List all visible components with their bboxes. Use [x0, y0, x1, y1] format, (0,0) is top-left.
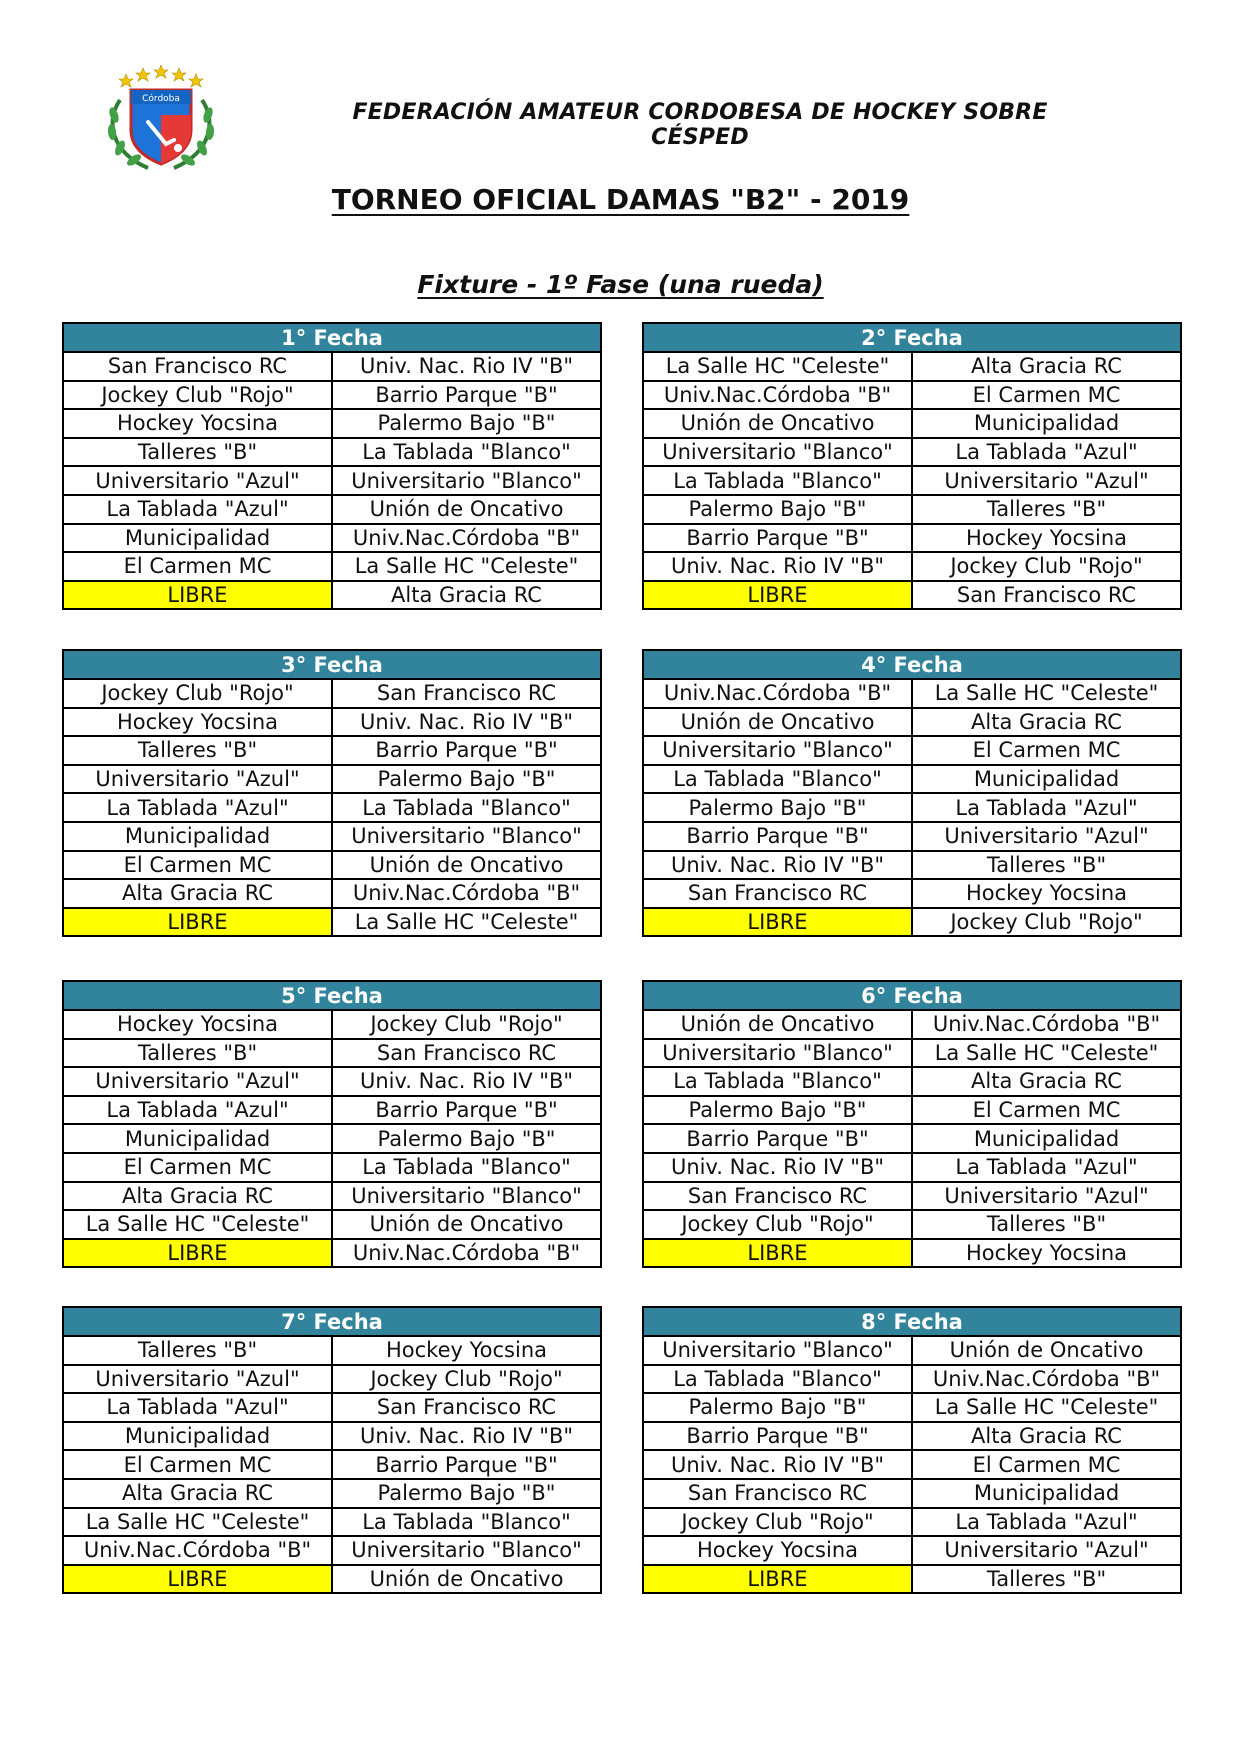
home-team-cell: La Tablada "Blanco" [643, 1067, 912, 1096]
away-team-cell: La Tablada "Azul" [912, 1508, 1181, 1537]
away-team-cell: Palermo Bajo "B" [332, 765, 601, 794]
away-team-cell: La Tablada "Azul" [912, 793, 1181, 822]
round-table [642, 649, 1182, 937]
round-title: 1° Fecha [63, 323, 601, 352]
round-header-row [63, 323, 601, 352]
home-team-cell: La Tablada "Blanco" [643, 765, 912, 794]
match-row [643, 1153, 1181, 1182]
home-team-cell: Universitario "Azul" [63, 1365, 332, 1394]
round-header-row [643, 1307, 1181, 1336]
match-row [63, 1124, 601, 1153]
home-team-cell: LIBRE [63, 581, 332, 610]
home-team-cell: Univ.Nac.Córdoba "B" [63, 1536, 332, 1565]
home-team-cell: La Salle HC "Celeste" [643, 352, 912, 381]
home-team-cell: El Carmen MC [63, 851, 332, 880]
home-team-cell: San Francisco RC [643, 1182, 912, 1211]
home-team-cell: Hockey Yocsina [63, 409, 332, 438]
away-team-cell: Alta Gracia RC [912, 1067, 1181, 1096]
fixture-subtitle-text: Fixture - 1º Fase (una rueda) [417, 270, 824, 299]
match-row [643, 851, 1181, 880]
away-team-cell: El Carmen MC [912, 1450, 1181, 1479]
match-row [63, 1239, 601, 1268]
away-team-cell: Alta Gracia RC [332, 581, 601, 610]
away-team-cell: San Francisco RC [332, 1039, 601, 1068]
away-team-cell: Univ.Nac.Córdoba "B" [912, 1365, 1181, 1394]
away-team-cell: La Tablada "Blanco" [332, 438, 601, 467]
away-team-cell: Universitario "Azul" [912, 1182, 1181, 1211]
away-team-cell: Universitario "Blanco" [332, 466, 601, 495]
home-team-cell: Jockey Club "Rojo" [643, 1508, 912, 1537]
match-row [63, 793, 601, 822]
match-row [643, 381, 1181, 410]
home-team-cell: Talleres "B" [63, 1039, 332, 1068]
match-row [643, 1124, 1181, 1153]
home-team-cell: La Tablada "Azul" [63, 1393, 332, 1422]
match-row [63, 438, 601, 467]
away-team-cell: Hockey Yocsina [332, 1336, 601, 1365]
away-team-cell: Universitario "Blanco" [332, 822, 601, 851]
home-team-cell: Universitario "Blanco" [643, 1039, 912, 1068]
round-title: 8° Fecha [643, 1307, 1181, 1336]
home-team-cell: Universitario "Blanco" [643, 736, 912, 765]
home-team-cell: El Carmen MC [63, 552, 332, 581]
match-row [63, 466, 601, 495]
match-row [63, 1393, 601, 1422]
away-team-cell: Univ. Nac. Rio IV "B" [332, 1067, 601, 1096]
home-team-cell: Alta Gracia RC [63, 1182, 332, 1211]
home-team-cell: Univ. Nac. Rio IV "B" [643, 1450, 912, 1479]
home-team-cell: Barrio Parque "B" [643, 524, 912, 553]
logo-text: Córdoba [142, 94, 180, 104]
away-team-cell: Univ. Nac. Rio IV "B" [332, 352, 601, 381]
match-row [63, 822, 601, 851]
home-team-cell: El Carmen MC [63, 1153, 332, 1182]
home-team-cell: Palermo Bajo "B" [643, 793, 912, 822]
away-team-cell: Talleres "B" [912, 495, 1181, 524]
home-team-cell: Palermo Bajo "B" [643, 495, 912, 524]
match-row [63, 1508, 601, 1537]
away-team-cell: Barrio Parque "B" [332, 381, 601, 410]
away-team-cell: Municipalidad [912, 409, 1181, 438]
federation-name: FEDERACIÓN AMATEUR CORDOBESA DE HOCKEY SOBRE CÉSPED [352, 100, 1048, 150]
home-team-cell: Palermo Bajo "B" [643, 1096, 912, 1125]
round-header-row [63, 1307, 601, 1336]
match-row [63, 879, 601, 908]
match-row [643, 1010, 1181, 1039]
away-team-cell: Palermo Bajo "B" [332, 1124, 601, 1153]
match-row [63, 552, 601, 581]
home-team-cell: Hockey Yocsina [63, 1010, 332, 1039]
home-team-cell: Universitario "Blanco" [643, 438, 912, 467]
match-row [643, 679, 1181, 708]
away-team-cell: Palermo Bajo "B" [332, 1479, 601, 1508]
match-row [643, 524, 1181, 553]
home-team-cell: La Tablada "Azul" [63, 495, 332, 524]
away-team-cell: Municipalidad [912, 1479, 1181, 1508]
match-row [643, 1336, 1181, 1365]
away-team-cell: La Salle HC "Celeste" [912, 679, 1181, 708]
home-team-cell: Univ.Nac.Córdoba "B" [643, 381, 912, 410]
match-row [63, 1153, 601, 1182]
match-row [643, 736, 1181, 765]
match-row [63, 1210, 601, 1239]
away-team-cell: La Salle HC "Celeste" [332, 552, 601, 581]
home-team-cell: Talleres "B" [63, 1336, 332, 1365]
home-team-cell: Palermo Bajo "B" [643, 1393, 912, 1422]
home-team-cell: Municipalidad [63, 1124, 332, 1153]
match-row [643, 1536, 1181, 1565]
match-row [63, 1336, 601, 1365]
match-row [643, 581, 1181, 610]
away-team-cell: Hockey Yocsina [912, 1239, 1181, 1268]
fixture-subtitle [0, 270, 1241, 299]
match-row [643, 822, 1181, 851]
home-team-cell: San Francisco RC [643, 1479, 912, 1508]
away-team-cell: Municipalidad [912, 1124, 1181, 1153]
match-row [63, 1182, 601, 1211]
away-team-cell: El Carmen MC [912, 1096, 1181, 1125]
away-team-cell: La Tablada "Azul" [912, 1153, 1181, 1182]
tournament-title [0, 183, 1241, 216]
home-team-cell: LIBRE [63, 908, 332, 937]
round-title: 6° Fecha [643, 981, 1181, 1010]
home-team-cell: Talleres "B" [63, 736, 332, 765]
away-team-cell: Hockey Yocsina [912, 524, 1181, 553]
round-title: 5° Fecha [63, 981, 601, 1010]
match-row [63, 1422, 601, 1451]
home-team-cell: Alta Gracia RC [63, 879, 332, 908]
match-row [63, 524, 601, 553]
home-team-cell: LIBRE [643, 1565, 912, 1594]
match-row [643, 1239, 1181, 1268]
away-team-cell: Jockey Club "Rojo" [912, 908, 1181, 937]
away-team-cell: Jockey Club "Rojo" [912, 552, 1181, 581]
home-team-cell: LIBRE [63, 1239, 332, 1268]
match-row [643, 1067, 1181, 1096]
home-team-cell: Jockey Club "Rojo" [643, 1210, 912, 1239]
match-row [643, 908, 1181, 937]
away-team-cell: Municipalidad [912, 765, 1181, 794]
away-team-cell: San Francisco RC [332, 679, 601, 708]
match-row [643, 1479, 1181, 1508]
away-team-cell: Jockey Club "Rojo" [332, 1010, 601, 1039]
home-team-cell: Universitario "Azul" [63, 765, 332, 794]
round-header-row [643, 650, 1181, 679]
home-team-cell: Universitario "Blanco" [643, 1336, 912, 1365]
match-row [63, 1536, 601, 1565]
home-team-cell: Universitario "Azul" [63, 466, 332, 495]
home-team-cell: Jockey Club "Rojo" [63, 679, 332, 708]
home-team-cell: La Tablada "Azul" [63, 1096, 332, 1125]
home-team-cell: Jockey Club "Rojo" [63, 381, 332, 410]
match-row [63, 581, 601, 610]
round-header-row [63, 981, 601, 1010]
round-title: 2° Fecha [643, 323, 1181, 352]
match-row [63, 1039, 601, 1068]
away-team-cell: Talleres "B" [912, 1565, 1181, 1594]
home-team-cell: Barrio Parque "B" [643, 1124, 912, 1153]
away-team-cell: Universitario "Blanco" [332, 1536, 601, 1565]
match-row [643, 793, 1181, 822]
away-team-cell: Universitario "Blanco" [332, 1182, 601, 1211]
match-row [63, 908, 601, 937]
match-row [643, 352, 1181, 381]
round-title: 3° Fecha [63, 650, 601, 679]
match-row [63, 1479, 601, 1508]
round-header-row [643, 981, 1181, 1010]
round-table [62, 1306, 602, 1594]
away-team-cell: Jockey Club "Rojo" [332, 1365, 601, 1394]
home-team-cell: LIBRE [643, 581, 912, 610]
home-team-cell: La Salle HC "Celeste" [63, 1210, 332, 1239]
match-row [63, 495, 601, 524]
home-team-cell: El Carmen MC [63, 1450, 332, 1479]
away-team-cell: La Tablada "Blanco" [332, 1153, 601, 1182]
home-team-cell: Hockey Yocsina [63, 708, 332, 737]
match-row [643, 1393, 1181, 1422]
away-team-cell: Univ.Nac.Córdoba "B" [912, 1010, 1181, 1039]
away-team-cell: Unión de Oncativo [912, 1336, 1181, 1365]
round-table [642, 322, 1182, 610]
match-row [643, 1450, 1181, 1479]
round-table [642, 1306, 1182, 1594]
round-title: 4° Fecha [643, 650, 1181, 679]
away-team-cell: Universitario "Azul" [912, 466, 1181, 495]
match-row [643, 1365, 1181, 1394]
away-team-cell: Barrio Parque "B" [332, 736, 601, 765]
away-team-cell: Unión de Oncativo [332, 851, 601, 880]
away-team-cell: Palermo Bajo "B" [332, 409, 601, 438]
home-team-cell: Municipalidad [63, 822, 332, 851]
federation-logo [98, 60, 224, 178]
away-team-cell: Unión de Oncativo [332, 1565, 601, 1594]
away-team-cell: La Salle HC "Celeste" [912, 1393, 1181, 1422]
away-team-cell: La Tablada "Azul" [912, 438, 1181, 467]
away-team-cell: El Carmen MC [912, 381, 1181, 410]
away-team-cell: Univ.Nac.Córdoba "B" [332, 879, 601, 908]
home-team-cell: La Tablada "Blanco" [643, 466, 912, 495]
match-row [63, 679, 601, 708]
away-team-cell: Barrio Parque "B" [332, 1450, 601, 1479]
home-team-cell: Barrio Parque "B" [643, 1422, 912, 1451]
home-team-cell: LIBRE [63, 1565, 332, 1594]
home-team-cell: Unión de Oncativo [643, 409, 912, 438]
away-team-cell: Alta Gracia RC [912, 708, 1181, 737]
match-row [63, 736, 601, 765]
home-team-cell: San Francisco RC [63, 352, 332, 381]
round-header-row [63, 650, 601, 679]
home-team-cell: Univ. Nac. Rio IV "B" [643, 1153, 912, 1182]
away-team-cell: La Salle HC "Celeste" [912, 1039, 1181, 1068]
match-row [643, 466, 1181, 495]
match-row [63, 1067, 601, 1096]
home-team-cell: Municipalidad [63, 1422, 332, 1451]
away-team-cell: La Tablada "Blanco" [332, 793, 601, 822]
away-team-cell: Talleres "B" [912, 1210, 1181, 1239]
match-row [643, 1039, 1181, 1068]
match-row [63, 1565, 601, 1594]
tournament-title-text: TORNEO OFICIAL DAMAS "B2" - 2019 [331, 183, 910, 216]
round-table [62, 322, 602, 610]
home-team-cell: Talleres "B" [63, 438, 332, 467]
match-row [643, 1508, 1181, 1537]
match-row [643, 879, 1181, 908]
round-table [642, 980, 1182, 1268]
away-team-cell: Universitario "Azul" [912, 822, 1181, 851]
home-team-cell: Universitario "Azul" [63, 1067, 332, 1096]
home-team-cell: LIBRE [643, 908, 912, 937]
match-row [643, 552, 1181, 581]
away-team-cell: Talleres "B" [912, 851, 1181, 880]
match-row [63, 1096, 601, 1125]
match-row [643, 409, 1181, 438]
match-row [63, 708, 601, 737]
away-team-cell: Unión de Oncativo [332, 495, 601, 524]
away-team-cell: Barrio Parque "B" [332, 1096, 601, 1125]
home-team-cell: Univ. Nac. Rio IV "B" [643, 552, 912, 581]
home-team-cell: Univ.Nac.Córdoba "B" [643, 679, 912, 708]
match-row [643, 495, 1181, 524]
round-table [62, 980, 602, 1268]
match-row [643, 1096, 1181, 1125]
away-team-cell: Alta Gracia RC [912, 352, 1181, 381]
home-team-cell: La Tablada "Blanco" [643, 1365, 912, 1394]
away-team-cell: El Carmen MC [912, 736, 1181, 765]
home-team-cell: Unión de Oncativo [643, 1010, 912, 1039]
away-team-cell: La Salle HC "Celeste" [332, 908, 601, 937]
match-row [643, 1182, 1181, 1211]
away-team-cell: San Francisco RC [332, 1393, 601, 1422]
away-team-cell: Hockey Yocsina [912, 879, 1181, 908]
match-row [643, 1422, 1181, 1451]
away-team-cell: Univ.Nac.Córdoba "B" [332, 524, 601, 553]
match-row [63, 381, 601, 410]
match-row [63, 765, 601, 794]
match-row [63, 409, 601, 438]
away-team-cell: Univ. Nac. Rio IV "B" [332, 1422, 601, 1451]
home-team-cell: San Francisco RC [643, 879, 912, 908]
home-team-cell: Municipalidad [63, 524, 332, 553]
home-team-cell: Alta Gracia RC [63, 1479, 332, 1508]
home-team-cell: La Salle HC "Celeste" [63, 1508, 332, 1537]
home-team-cell: Hockey Yocsina [643, 1536, 912, 1565]
away-team-cell: San Francisco RC [912, 581, 1181, 610]
round-table [62, 649, 602, 937]
home-team-cell: La Tablada "Azul" [63, 793, 332, 822]
match-row [643, 1565, 1181, 1594]
away-team-cell: La Tablada "Blanco" [332, 1508, 601, 1537]
match-row [63, 352, 601, 381]
match-row [643, 1210, 1181, 1239]
round-title: 7° Fecha [63, 1307, 601, 1336]
away-team-cell: Alta Gracia RC [912, 1422, 1181, 1451]
match-row [63, 1365, 601, 1394]
match-row [643, 708, 1181, 737]
away-team-cell: Univ. Nac. Rio IV "B" [332, 708, 601, 737]
away-team-cell: Universitario "Azul" [912, 1536, 1181, 1565]
match-row [63, 1010, 601, 1039]
match-row [643, 765, 1181, 794]
home-team-cell: Univ. Nac. Rio IV "B" [643, 851, 912, 880]
home-team-cell: Barrio Parque "B" [643, 822, 912, 851]
home-team-cell: Unión de Oncativo [643, 708, 912, 737]
match-row [63, 851, 601, 880]
away-team-cell: Unión de Oncativo [332, 1210, 601, 1239]
away-team-cell: Univ.Nac.Córdoba "B" [332, 1239, 601, 1268]
home-team-cell: LIBRE [643, 1239, 912, 1268]
match-row [63, 1450, 601, 1479]
round-header-row [643, 323, 1181, 352]
match-row [643, 438, 1181, 467]
